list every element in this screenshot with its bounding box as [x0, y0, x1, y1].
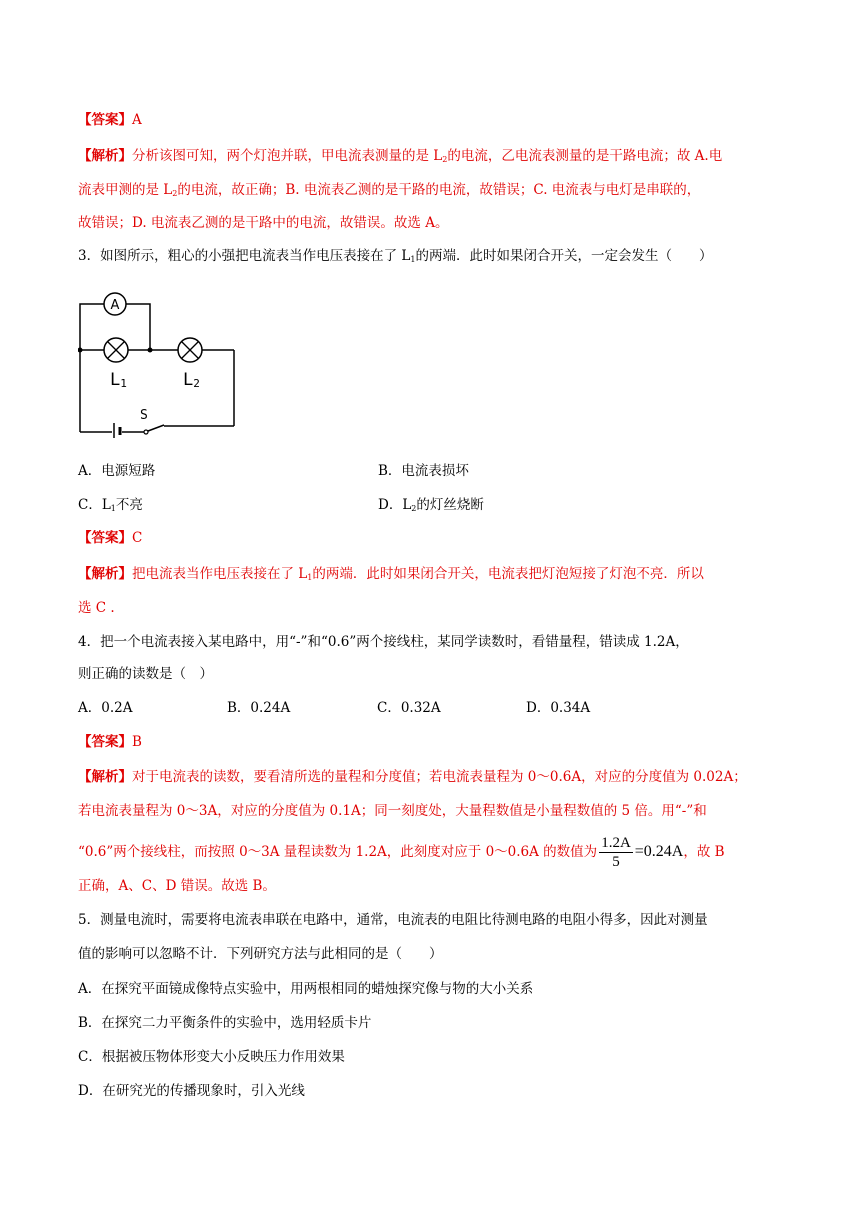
fraction-numerator: 1.2A [601, 835, 631, 851]
q3-answer [78, 528, 142, 548]
fraction [599, 834, 633, 871]
stem-text: 的两端．此时如果闭合开关，一定会发生（ ） [415, 248, 713, 264]
subscript: 2 [411, 504, 417, 513]
q4-stem-line-2: 则正确的读数是（ ） [78, 666, 213, 682]
switch-label: S [140, 408, 148, 423]
q3-option-a: A．电源短路 [78, 463, 156, 479]
ammeter-label: A [110, 298, 120, 313]
lamp2-icon [178, 338, 202, 362]
answer-tag: 【答案】 [78, 112, 132, 128]
q5-stem-line-2: 值的影响可以忽略不计．下列研究方法与此相同的是（ ） [78, 946, 443, 962]
analysis-text: ，故 B [683, 844, 725, 860]
q4-option-d: D．0.34A [526, 700, 591, 716]
q2-analysis-line-1 [78, 146, 722, 170]
q3-option-c [78, 495, 143, 519]
q4-analysis-line-2: 若电流表量程为 0～3A，对应的分度值为 0.1A；同一刻度处，大量程数值是小量程数值的 5 倍。用“-”和 [78, 803, 707, 819]
q4-analysis-line-4: 正确，A、C、D 错误。故选 B。 [78, 878, 276, 894]
q4-answer [78, 732, 142, 752]
answer-value: B [132, 734, 142, 750]
answer-value: C [132, 530, 143, 546]
q2-answer [78, 110, 142, 130]
q5-option-c: C．根据被压物体形变大小反映压力作用效果 [78, 1049, 345, 1065]
q5-option-d: D．在研究光的传播现象时，引入光线 [78, 1083, 305, 1099]
q4-option-a: A．0.2A [78, 700, 133, 716]
q5-option-b: B．在探究二力平衡条件的实验中，选用轻质卡片 [78, 1015, 372, 1031]
analysis-text: “0.6”两个接线柱，而按照 0～3A 量程读数为 1.2A，此刻度对应于 0～0.6A 的数值为 [78, 844, 598, 860]
q4-option-b: B．0.24A [227, 700, 291, 716]
subscript: 1 [410, 255, 416, 264]
analysis-text: 把电流表当作电压表接在了 L [132, 566, 308, 582]
subscript: 2 [172, 189, 178, 198]
analysis-text: 的电流，乙电流表测量的是干路电流；故 A.电 [447, 148, 723, 164]
switch-icon [144, 425, 164, 434]
option-text: 的灯丝烧断 [416, 497, 484, 513]
q4-analysis-line-3 [78, 830, 725, 874]
lamp1-label: L1 [110, 370, 127, 390]
q3-option-b: B．电流表损坏 [378, 463, 469, 479]
q3-stem [78, 246, 712, 270]
q2-analysis-line-3: 故错误；D. 电流表乙测的是干路中的电流，故错误。故选 A。 [78, 215, 449, 231]
analysis-text: 对于电流表的读数，要看清所选的量程和分度值；若电流表量程为 0～0.6A，对应的分度值为 0.02A； [132, 769, 747, 785]
option-text: 不亮 [115, 497, 143, 513]
option-text: C．L [78, 497, 111, 513]
analysis-text: 分析该图可知，两个灯泡并联，甲电流表测量的是 L [132, 148, 443, 164]
q4-stem-line-1: 4．把一个电流表接入某电路中，用“-”和“0.6”两个接线柱，某同学读数时，看错量程，错读成 1.2A， [78, 634, 689, 650]
q5-stem-line-1: 5．测量电流时，需要将电流表串联在电路中，通常，电流表的电阻比待测电路的电阻小得多，因此对测量 [78, 912, 708, 928]
answer-tag: 【答案】 [78, 530, 132, 546]
q3-analysis-line-1 [78, 564, 704, 588]
analysis-tag: 【解析】 [78, 148, 132, 164]
q5-option-a: A．在探究平面镜成像特点实验中，用两根相同的蜡烛探究像与物的大小关系 [78, 981, 534, 997]
lamp1-icon [104, 338, 128, 362]
subscript: 1 [307, 573, 313, 582]
fraction-denominator: 5 [612, 854, 620, 870]
q2-analysis-line-2 [78, 180, 700, 204]
analysis-text: 的电流，故正确；B. 电流表乙测的是干路的电流，故错误；C. 电流表与电灯是串联的， [177, 182, 701, 198]
fraction-result: =0.24A [634, 843, 684, 860]
lamp2-label: L2 [183, 370, 200, 390]
subscript: 2 [442, 155, 448, 164]
q3-option-d [378, 495, 484, 519]
q4-option-c: C．0.32A [377, 700, 441, 716]
analysis-tag: 【解析】 [78, 566, 132, 582]
subscript: 1 [110, 504, 116, 513]
circuit-diagram [78, 286, 238, 438]
answer-value: A [132, 112, 142, 128]
analysis-text: 流表甲测的是 L [78, 182, 173, 198]
stem-text: 3．如图所示，粗心的小强把电流表当作电压表接在了 L [78, 248, 411, 264]
q4-analysis-line-1 [78, 767, 747, 787]
answer-tag: 【答案】 [78, 734, 132, 750]
battery-icon [114, 423, 120, 438]
analysis-text: 的两端．此时如果闭合开关，电流表把灯泡短接了灯泡不亮．所以 [312, 566, 704, 582]
q3-analysis-line-2: 选 C . [78, 600, 115, 616]
analysis-tag: 【解析】 [78, 769, 132, 785]
option-text: D．L [378, 497, 412, 513]
